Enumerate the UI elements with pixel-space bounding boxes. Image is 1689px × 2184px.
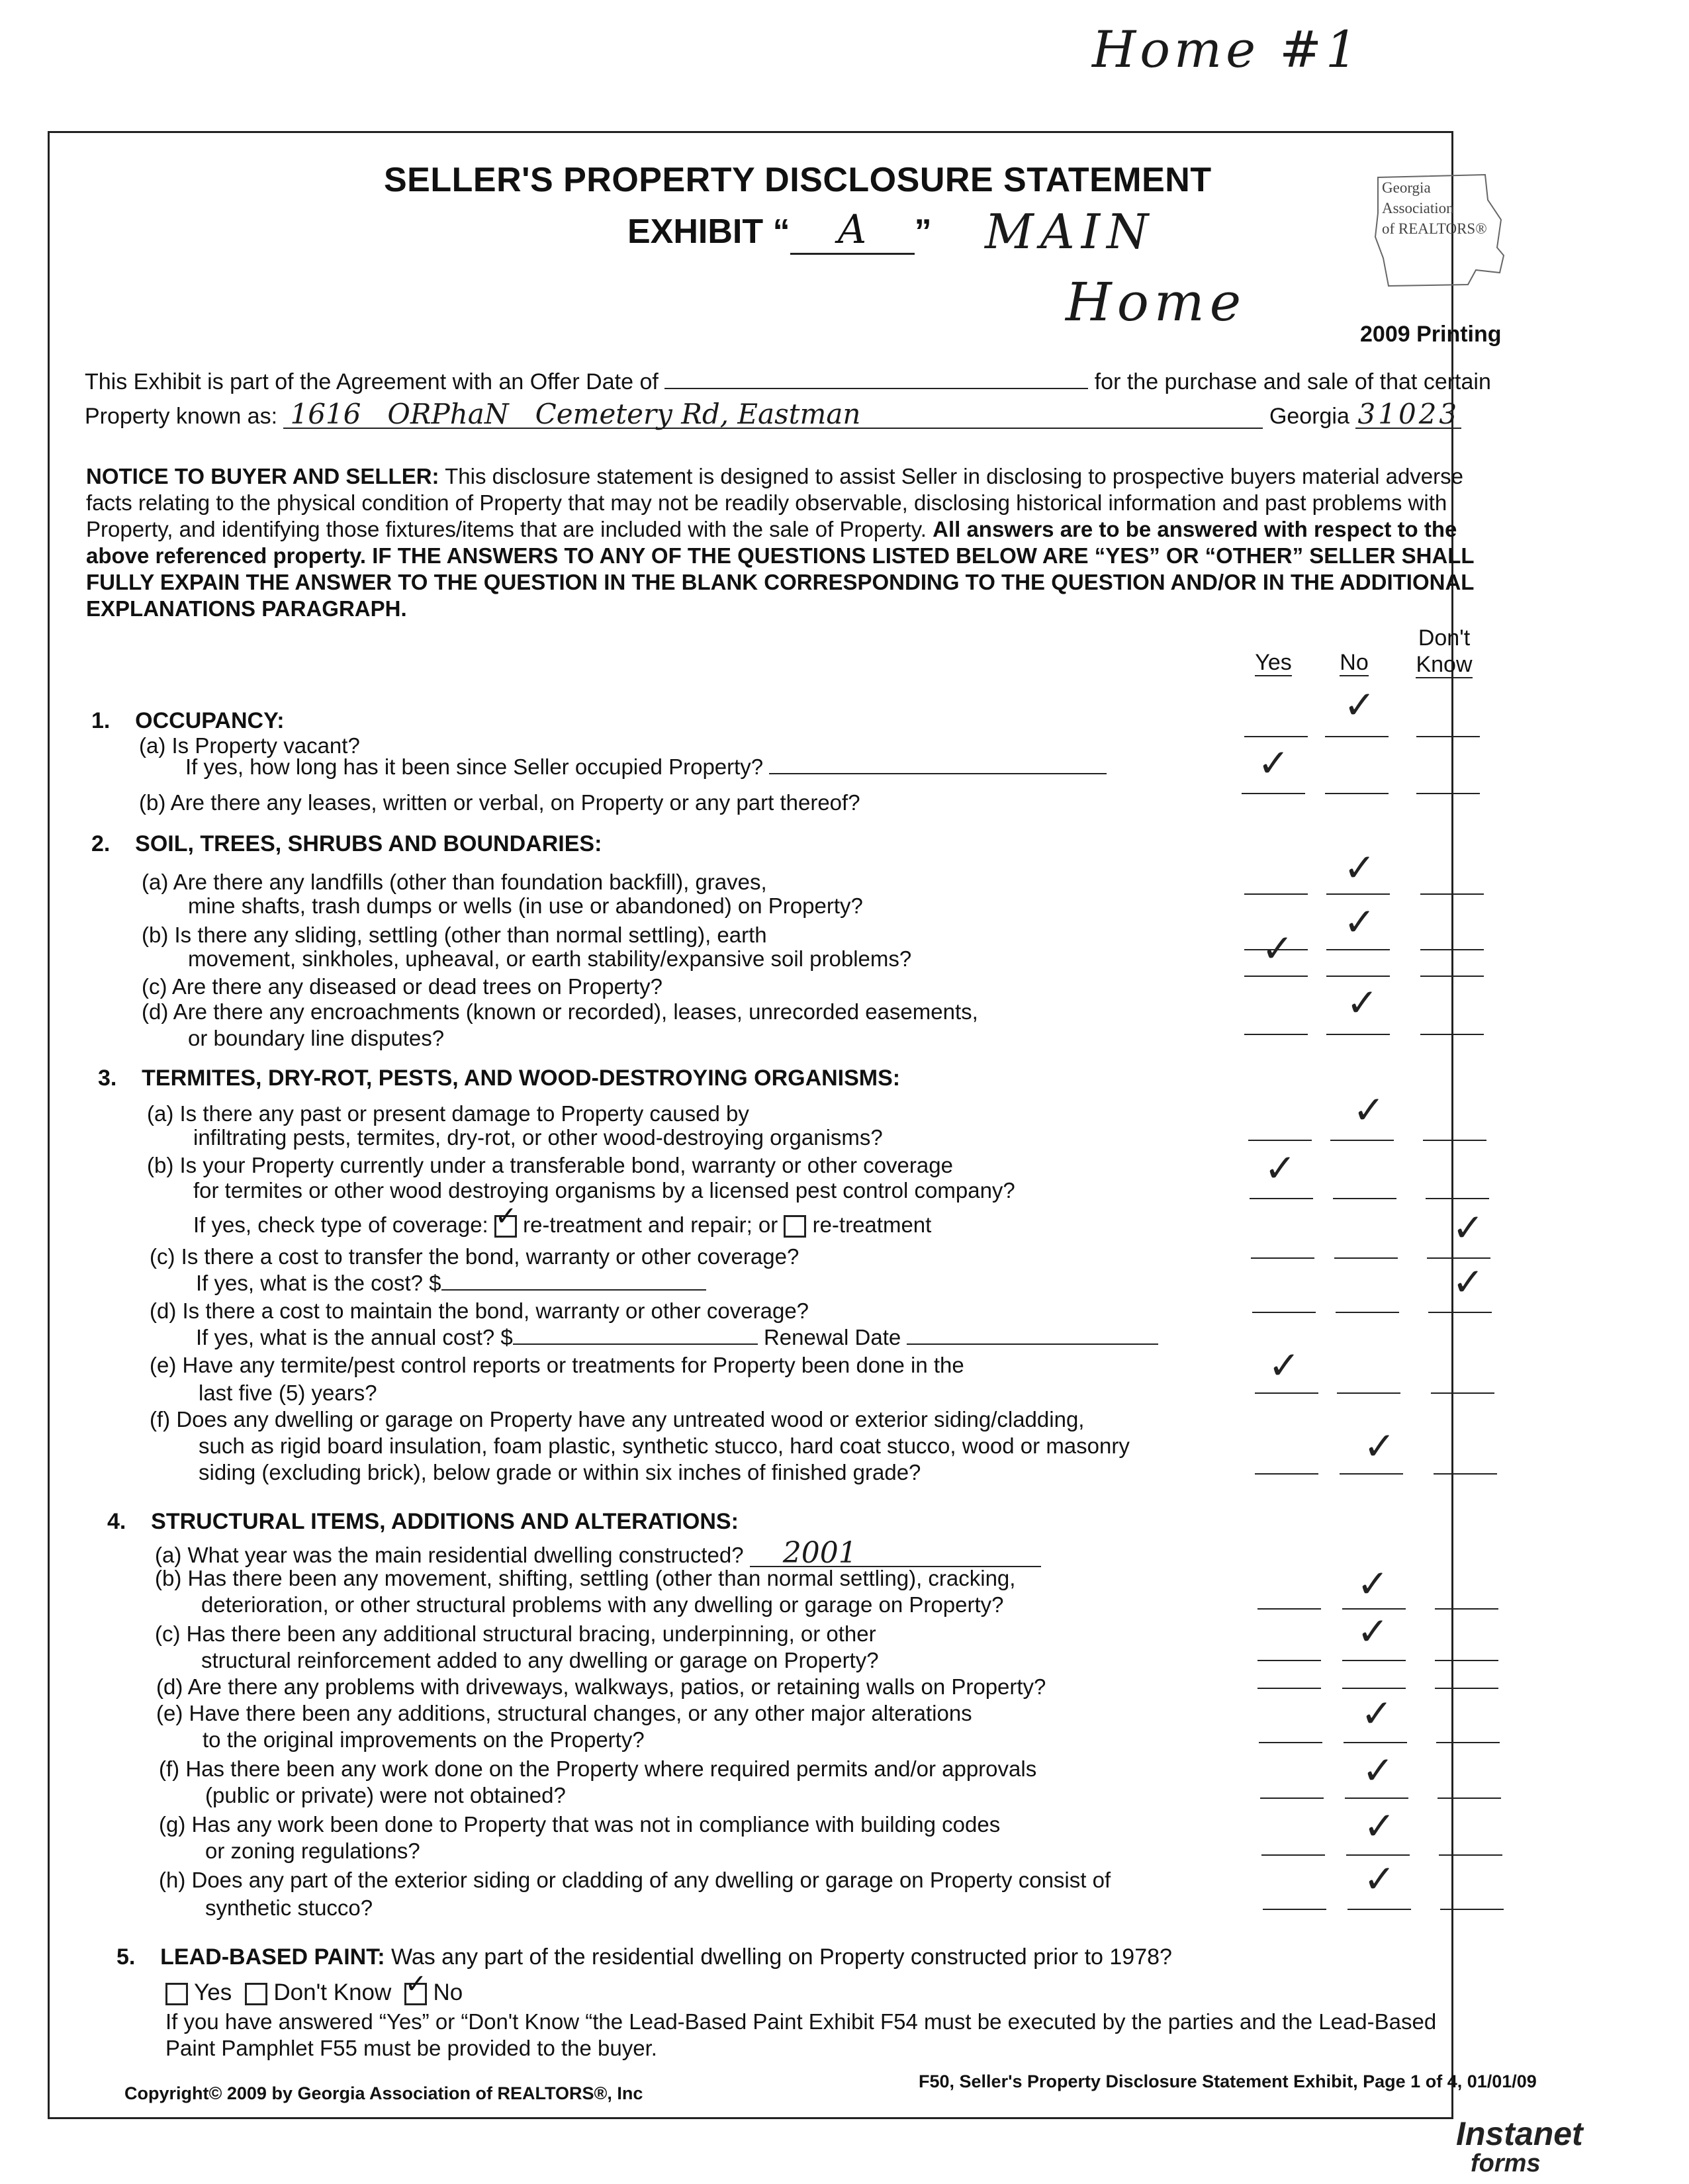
logo-text [1382,177,1487,239]
check-q1b-yes: ✓ [1257,741,1290,786]
check-q3f-no: ✓ [1363,1424,1396,1469]
q3c-cost: If yes, what is the cost? $ [196,1271,706,1296]
exhibit-label: EXHIBIT “ [627,212,790,251]
lead-yes-checkbox[interactable] [165,1983,188,2005]
q4f-line-2: (public or private) were not obtained? [205,1783,566,1807]
q4b: (b) Has there been any movement, shifting, settling (other than normal settling), cracking, [155,1566,1016,1590]
q3d-renewal-date-field[interactable] [907,1325,1158,1345]
offer-date-field[interactable] [664,368,1088,389]
q3c-no[interactable] [1334,1231,1398,1259]
logo-line-2: Association [1382,200,1454,216]
q4b-dont-know[interactable] [1435,1582,1498,1610]
instanet-logo: Instanet [1456,2115,1583,2152]
q4f-yes[interactable] [1260,1771,1324,1799]
logo-line-3: of REALTORS® [1382,220,1487,237]
q4c-dont-know[interactable] [1435,1633,1498,1661]
q3c-yes[interactable] [1251,1231,1314,1259]
q4d: (d) Are there any problems with driveways, walkways, patios, or retaining walls on Property? [156,1674,1046,1699]
check-q3b-yes: ✓ [1264,1146,1297,1191]
q4f-dont-know[interactable] [1438,1771,1501,1799]
q2a: (a) Are there any landfills (other than foundation backfill), graves, [142,870,767,894]
check-q3d-dont-know: ✓ [1452,1259,1484,1304]
zip-field[interactable]: 31023 [1355,401,1461,429]
check-q4h-no: ✓ [1363,1856,1396,1901]
q1a: (a) Is Property vacant? [139,733,360,758]
lead-paint-options: Yes Don't Know ✓ No [165,1980,463,2005]
q4e-line-2: to the original improvements on the Property? [203,1727,645,1752]
check-q4g-no: ✓ [1363,1803,1396,1848]
purchase-text: for the purchase and sale of that certain [1094,369,1491,394]
q3a-line-2: infiltrating pests, termites, dry-rot, or other wood-destroying organisms? [193,1125,883,1150]
check-q2c-yes: ✓ [1261,926,1294,971]
copyright: Copyright© 2009 by Georgia Association of REALTORS®, Inc [124,2083,643,2103]
check-q3a-no: ✓ [1353,1087,1385,1132]
q1a-followup: If yes, how long has it been since Seller occupied Property? [185,754,1107,780]
printing-year: 2009 Printing [1360,322,1502,347]
q1a-dont-know[interactable] [1416,709,1480,737]
q3d-cost: If yes, what is the annual cost? $ Renewal Date [196,1325,1158,1350]
q3b-dont-know[interactable] [1426,1171,1489,1199]
check-q4e-no: ✓ [1361,1691,1393,1736]
instanet-logo-sub: forms [1471,2150,1541,2177]
property-line [85,398,1461,430]
coverage-retreatment-checkbox[interactable] [784,1215,806,1238]
check-q4b-no: ✓ [1357,1561,1389,1606]
col-no: No [1340,650,1369,675]
q1a-vacancy-field[interactable] [769,754,1107,774]
check-q1a-no: ✓ [1344,682,1376,727]
offer-text: This Exhibit is part of the Agreement with an Offer Date of [85,369,659,394]
q3d-yes[interactable] [1252,1285,1316,1313]
q3e-dont-know[interactable] [1431,1366,1494,1394]
handwritten-home: Home [1066,271,1247,333]
notice-lead: NOTICE TO BUYER AND SELLER: [86,464,439,488]
q2d: (d) Are there any encroachments (known or recorded), leases, unrecorded easements, [142,999,978,1024]
q4e-yes[interactable] [1259,1715,1322,1743]
col-yes: Yes [1255,650,1292,675]
handwritten-note: Home #1 [1092,20,1362,79]
state-label: Georgia [1269,404,1349,429]
q2d-dont-know[interactable] [1420,1007,1484,1035]
q4g-line-2: or zoning regulations? [205,1839,420,1863]
form-title: SELLER'S PROPERTY DISCLOSURE STATEMENT [384,161,1212,199]
lead-paint-note-2: Paint Pamphlet F55 must be provided to the buyer. [165,2036,657,2060]
q4a: (a) What year was the main residential dwelling constructed? 2001 [155,1541,1041,1568]
q1b-no[interactable] [1325,766,1389,794]
q4h-line-2: synthetic stucco? [205,1895,373,1920]
q3e-no[interactable] [1337,1366,1400,1394]
q3b-coverage: If yes, check type of coverage: ✓ re-treatment and repair; or re-treatment [193,1202,932,1237]
q2b-line-2: movement, sinkholes, upheaval, or earth stability/expansive soil problems? [188,946,912,971]
coverage-check-mark: ✓ [494,1202,518,1232]
section-5-heading: 5. LEAD-BASED PAINT: Was any part of the residential dwelling on Property constructed prior to 1978? [116,1944,1172,1970]
form-number: F50, Seller's Property Disclosure Statement Exhibit, Page 1 of 4, 01/01/09 [919,2071,1537,2091]
q4g-yes[interactable] [1261,1828,1325,1856]
q3f-dont-know[interactable] [1434,1447,1497,1475]
property-label: Property known as: [85,404,278,429]
notice-bold: All answers are to be answered with respect to the above referenced property. IF THE ANSWERS TO ANY OF THE QUESTIONS LISTED BELOW ARE “YES” OR “OTHER” SELLER SHALL FULLY EXPAIN THE ANSWER TO THE QUESTION IN THE BLANK CORRESPONDING TO THE QUESTION AND/OR IN THE ADDITIONAL EXPLANATIONS PARAGRAPH. [86,517,1474,621]
q1b-dont-know[interactable] [1416,766,1480,794]
check-q4c-no: ✓ [1357,1609,1389,1654]
check-q3e-yes: ✓ [1268,1343,1301,1388]
q4b-line-2: deterioration, or other structural problems with any dwelling or garage on Property? [201,1592,1004,1617]
exhibit-close: ” [914,212,932,251]
check-q2d-no: ✓ [1346,980,1379,1025]
q2b-dont-know[interactable] [1420,923,1484,950]
q4h-yes[interactable] [1263,1882,1326,1910]
q3c: (c) Is there a cost to transfer the bond, warranty or other coverage? [150,1244,799,1269]
handwritten-main: MAIN [985,204,1156,259]
q4f: (f) Has there been any work done on the Property where required permits and/or approvals [159,1756,1037,1781]
q3a-dont-know[interactable] [1423,1113,1486,1141]
check-q3c-dont-know: ✓ [1452,1205,1484,1250]
q1a-yes[interactable] [1244,709,1308,737]
exhibit-line [627,206,932,255]
col-dont-know-bottom: Know [1416,652,1473,677]
q4g: (g) Has any work been done to Property that was not in compliance with building codes [159,1812,1001,1837]
q2a-line-2: mine shafts, trash dumps or wells (in use or abandoned) on Property? [188,893,863,918]
check-q2b-no: ✓ [1344,899,1376,944]
section-1-heading: 1. OCCUPANCY: [91,708,285,733]
q4h-dont-know[interactable] [1440,1882,1504,1910]
q2d-yes[interactable] [1244,1007,1308,1035]
col-dont-know-top: Don't [1418,625,1471,651]
q4c: (c) Has there been any additional structural bracing, underpinning, or other [155,1621,876,1646]
q2a-yes[interactable] [1244,867,1308,895]
q3a: (a) Is there any past or present damage to Property caused by [147,1101,749,1126]
q4d-no[interactable] [1342,1661,1406,1689]
q2c-dont-know[interactable] [1420,949,1484,977]
offer-date-line [85,368,1491,395]
q3b: (b) Is your Property currently under a transferable bond, warranty or other coverage [147,1153,953,1177]
q2b: (b) Is there any sliding, settling (other than normal settling), earth [142,923,767,947]
lead-paint-note-1: If you have answered “Yes” or “Don't Know “the Lead-Based Paint Exhibit F54 must be executed by the parties and the Lead-Based [165,2009,1437,2034]
lead-no-checkbox[interactable] [404,1969,428,2005]
notice-body: This disclosure statement is designed to assist Seller in disclosing to prospective buyers material adverse facts relating to the physical condition of Property that may not be readily observable, disclosing historical information and past problems with Property, and identifying those fixtures/items that are included with the sale of Property. [86,464,1463,541]
q3b-line-2: for termites or other wood destroying organisms by a licensed pest control company? [193,1178,1015,1203]
q3f: (f) Does any dwelling or garage on Property have any untreated wood or exterior siding/cladding, [150,1407,1085,1432]
check-q4f-no: ✓ [1362,1748,1394,1793]
q4d-dont-know[interactable] [1435,1661,1498,1689]
q3e: (e) Have any termite/pest control reports or treatments for Property been done in the [150,1353,964,1377]
coverage-retreatment-repair-checkbox[interactable] [494,1202,518,1238]
q3b-no[interactable] [1333,1171,1396,1199]
q4c-line-2: structural reinforcement added to any dwelling or garage on Property? [201,1648,879,1672]
notice-paragraph [86,463,1509,622]
check-q2a-no: ✓ [1344,845,1376,890]
q4h: (h) Does any part of the exterior siding or cladding of any dwelling or garage on Property consist of [159,1868,1111,1892]
q3f-yes[interactable] [1255,1447,1318,1475]
lead-dont-know-checkbox[interactable] [245,1983,267,2005]
q2a-dont-know[interactable] [1420,867,1484,895]
section-3-heading: 3. TERMITES, DRY-ROT, PESTS, AND WOOD-DESTROYING ORGANISMS: [98,1066,901,1091]
q4g-dont-know[interactable] [1439,1828,1502,1856]
q3c-cost-field[interactable] [441,1271,706,1291]
q4d-yes[interactable] [1257,1661,1321,1689]
exhibit-letter-field[interactable]: A [790,206,915,255]
q3f-line-3: siding (excluding brick), below grade or within six inches of finished grade? [199,1460,921,1484]
col-dont-know [1406,625,1483,678]
q4b-yes[interactable] [1257,1582,1321,1610]
lead-no-check-mark: ✓ [404,1969,428,1999]
q3a-yes[interactable] [1248,1113,1312,1141]
q4e-dont-know[interactable] [1436,1715,1500,1743]
q4a-year-field[interactable]: 2001 [750,1541,1041,1567]
section-4-heading: 4. STRUCTURAL ITEMS, ADDITIONS AND ALTERATIONS: [107,1509,739,1534]
q3f-line-2: such as rigid board insulation, foam plastic, synthetic stucco, hard coat stucco, wood or masonry [199,1433,1130,1458]
q3d: (d) Is there a cost to maintain the bond, warranty or other coverage? [150,1298,809,1323]
q3e-line-2: last five (5) years? [199,1381,377,1405]
q4e: (e) Have there been any additions, structural changes, or any other major alterations [156,1701,972,1725]
q2c-no[interactable] [1326,949,1390,977]
q3d-cost-field[interactable] [513,1325,758,1345]
q2d-line-2: or boundary line disputes? [188,1026,445,1050]
q1b: (b) Are there any leases, written or verbal, on Property or any part thereof? [139,790,860,815]
q4c-yes[interactable] [1257,1633,1321,1661]
q2c: (c) Are there any diseased or dead trees on Property? [142,974,662,999]
property-address-field[interactable]: 1616 ORPhaN Cemetery Rd, Eastman [283,401,1263,429]
q3d-no[interactable] [1336,1285,1399,1313]
section-2-heading: 2. SOIL, TREES, SHRUBS AND BOUNDARIES: [91,831,602,856]
logo-line-1: Georgia [1382,179,1431,196]
